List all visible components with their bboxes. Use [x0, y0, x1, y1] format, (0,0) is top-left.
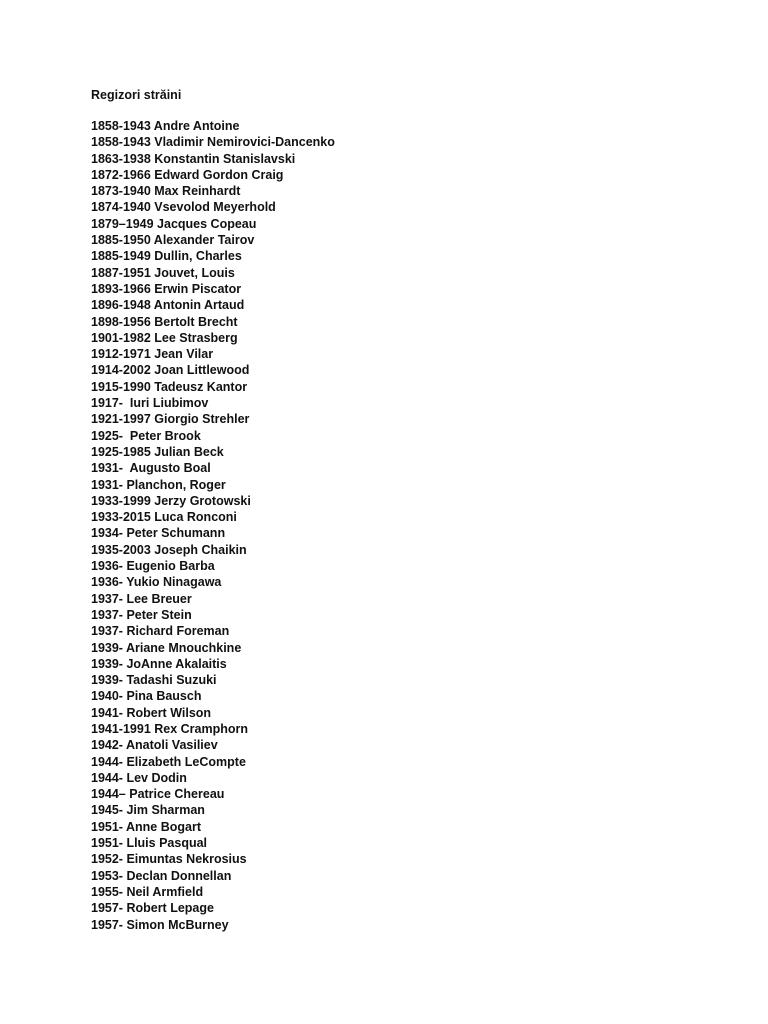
list-item: 1941-1991 Rex Cramphorn [91, 721, 249, 736]
list-item: 1942- Anatoli Vasiliev [91, 738, 218, 753]
list-item: 1872-1966 Edward Gordon Craig [91, 167, 284, 182]
list-item: 1914-2002 Joan Littlewood [91, 363, 250, 378]
director-list [91, 118, 335, 933]
document-title: Regizori străini [91, 88, 182, 102]
list-item: 1955- Neil Armfield [91, 884, 204, 899]
list-item: 1952- Eimuntas Nekrosius [91, 852, 247, 867]
list-item: 1939- JoAnne Akalaitis [91, 656, 227, 671]
list-item: 1951- Anne Bogart [91, 819, 201, 834]
list-item: 1953- Declan Donnellan [91, 868, 232, 883]
list-item: 1937- Lee Breuer [91, 591, 192, 606]
list-item: 1937- Peter Stein [91, 607, 192, 622]
list-item: 1936- Eugenio Barba [91, 559, 215, 574]
list-item: 1858-1943 Andre Antoine [91, 119, 240, 133]
list-item: 1937- Richard Foreman [91, 624, 230, 639]
list-item: 1879–1949 Jacques Copeau [91, 216, 257, 231]
list-item: 1858-1943 Vladimir Nemirovici-Dancenko [91, 135, 335, 150]
list-item: 1940- Pina Bausch [91, 689, 202, 704]
list-item: 1925-1985 Julian Beck [91, 444, 224, 459]
list-item: 1931- Planchon, Roger [91, 477, 226, 492]
list-item: 1933-2015 Luca Ronconi [91, 510, 237, 525]
list-item: 1934- Peter Schumann [91, 526, 226, 541]
list-item: 1887-1951 Jouvet, Louis [91, 265, 235, 280]
list-item: 1957- Simon McBurney [91, 917, 229, 932]
list-item: 1863-1938 Konstantin Stanislavski [91, 151, 296, 166]
list-item: 1885-1950 Alexander Tairov [91, 233, 255, 248]
list-item: 1885-1949 Dullin, Charles [91, 249, 242, 264]
list-item: 1944– Patrice Chereau [91, 787, 225, 802]
list-item: 1921-1997 Giorgio Strehler [91, 412, 250, 427]
list-item: 1944- Lev Dodin [91, 770, 187, 785]
list-item: 1873-1940 Max Reinhardt [91, 184, 241, 199]
list-item: 1896-1948 Antonin Artaud [91, 298, 245, 313]
list-item: 1898-1956 Bertolt Brecht [91, 314, 238, 329]
list-item: 1915-1990 Tadeusz Kantor [91, 379, 248, 394]
list-item: 1941- Robert Wilson [91, 705, 212, 720]
list-item: 1901-1982 Lee Strasberg [91, 330, 238, 345]
list-item: 1925- Peter Brook [91, 428, 201, 443]
list-item: 1931- Augusto Boal [91, 461, 211, 476]
list-item: 1893-1966 Erwin Piscator [91, 281, 242, 296]
list-item: 1936- Yukio Ninagawa [91, 575, 222, 590]
list-item: 1935-2003 Joseph Chaikin [91, 542, 247, 557]
list-item: 1951- Lluis Pasqual [91, 836, 208, 851]
list-item: 1917- Iuri Liubimov [91, 396, 209, 411]
list-item: 1939- Tadashi Suzuki [91, 673, 217, 688]
list-item: 1957- Robert Lepage [91, 901, 214, 916]
list-item: 1912-1971 Jean Vilar [91, 347, 214, 362]
list-item: 1945- Jim Sharman [91, 803, 205, 818]
list-item: 1944- Elizabeth LeCompte [91, 754, 246, 769]
list-item: 1933-1999 Jerzy Grotowski [91, 493, 251, 508]
list-item: 1874-1940 Vsevolod Meyerhold [91, 200, 276, 215]
list-item: 1939- Ariane Mnouchkine [91, 640, 242, 655]
